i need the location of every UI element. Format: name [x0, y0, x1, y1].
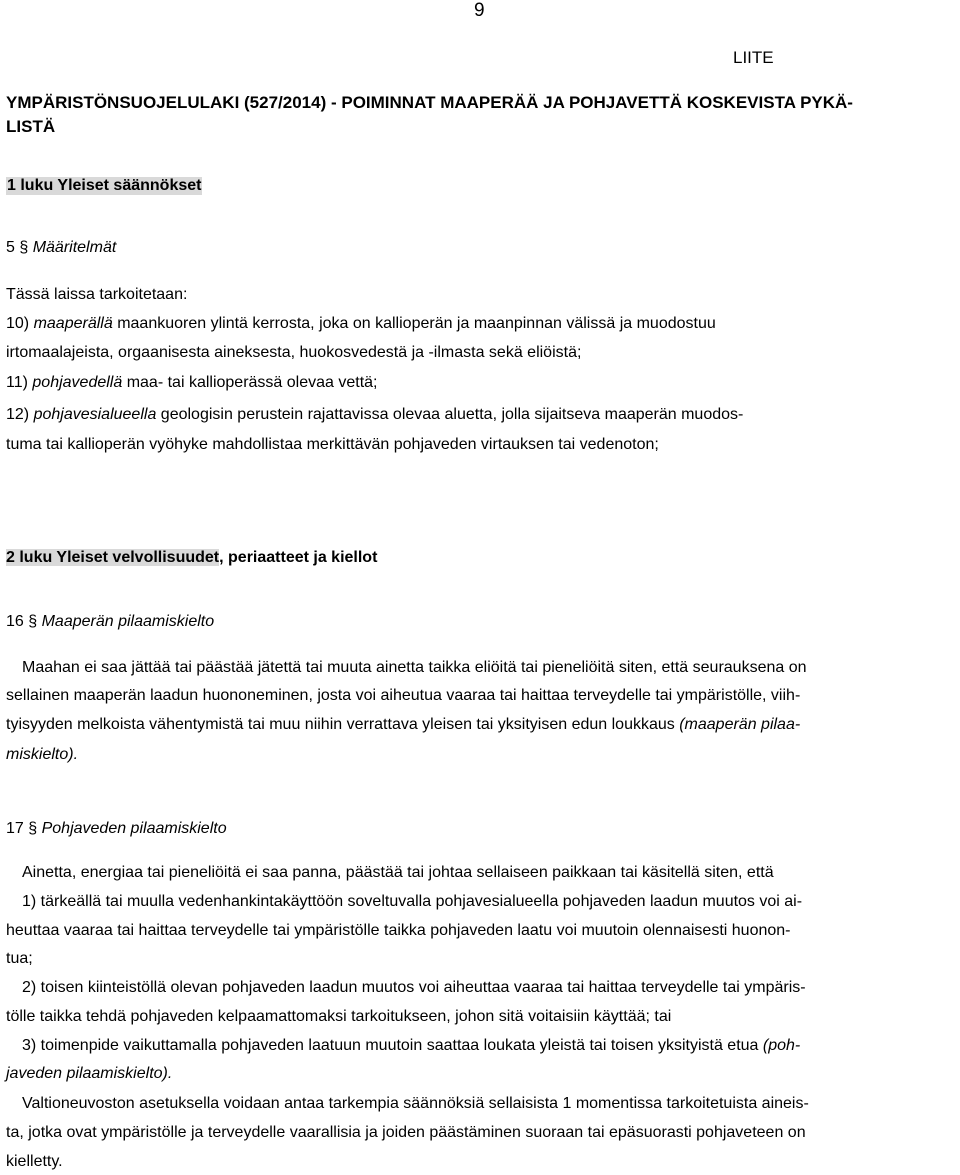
definition-term: pohjavesialueella	[33, 406, 157, 423]
section-title: Pohjaveden pilaamiskielto	[41, 820, 227, 837]
section-number: 16 §	[6, 613, 38, 630]
section-title: Maaperän pilaamiskielto	[41, 613, 215, 630]
section-17-final-line-2: ta, jotka ovat ympäristölle ja terveydelle vaarallisia ja joiden päästäminen suoraan tai epäsuorasti pohjaveteen on	[6, 1124, 806, 1141]
section-16-line-4	[6, 745, 78, 764]
chapter-2-highlight: 2 luku Yleiset velvollisuudet	[6, 549, 220, 566]
section-number: 5 §	[6, 239, 29, 256]
definition-term: pohjavedellä	[32, 374, 123, 391]
intro-text: Tässä laissa tarkoitetaan:	[6, 286, 188, 303]
definition-text: maankuoren ylintä kerrosta, joka on kallioperän ja maanpinnan välissä ja muodostuu	[117, 315, 716, 332]
section-16-line-1: Maahan ei saa jättää tai päästää jätettä tai muuta ainetta taikka eliöitä tai pieneliöitä siten, että seurauksena on	[22, 659, 807, 676]
definition-11	[6, 373, 378, 392]
italic-text: (poh-	[762, 1037, 801, 1054]
definition-number: 12)	[6, 406, 30, 423]
body-text: 3) toimenpide vaikuttamalla pohjaveden laatuun muutoin saattaa loukata yleistä tai toisen yksityistä etua	[22, 1037, 759, 1054]
section-17-intro: Ainetta, energiaa tai pieneliöitä ei saa panna, päästää tai johtaa sellaiseen paikkaan tai käsitellä siten, että	[22, 864, 774, 881]
chapter-2-rest: , periaatteet ja kiellot	[219, 549, 378, 566]
section-17-final-line-1: Valtioneuvoston asetuksella voidaan antaa tarkempia säännöksiä sellaisista 1 momentissa tarkoitetuista aineis-	[22, 1095, 809, 1112]
definition-12-line-1	[6, 405, 743, 424]
definition-number: 10)	[6, 315, 30, 332]
definition-term: maaperällä	[33, 315, 113, 332]
appendix-label: LIITE	[733, 48, 774, 67]
section-17-p3-line-1	[22, 1036, 800, 1055]
document-title-line-1: YMPÄRISTÖNSUOJELULAKI (527/2014) - POIMINNAT MAAPERÄÄ JA POHJAVETTÄ KOSKEVISTA PYKÄ-	[6, 93, 853, 112]
chapter-1-heading: 1 luku Yleiset säännökset	[7, 177, 202, 194]
page-number: 9	[474, 0, 485, 21]
definition-10-line-2: irtomaalajeista, orgaanisesta aineksesta, huokosvedestä ja -ilmasta sekä eliöistä;	[6, 344, 582, 361]
document-title-line-2: LISTÄ	[6, 117, 56, 136]
definition-10-line-1	[6, 314, 716, 333]
section-17-p3-line-2	[6, 1064, 172, 1083]
section-16-heading	[6, 613, 214, 631]
section-17-heading	[6, 820, 227, 838]
section-title: Määritelmät	[32, 239, 117, 256]
section-17-p1-line-3: tua;	[6, 950, 33, 967]
section-17-p1-line-2: heuttaa vaaraa tai haittaa terveydelle tai ympäristölle taikka pohjaveden laatu voi muutoin olennaisesti huonon-	[6, 922, 791, 939]
section-17-p2-line-1: 2) toisen kiinteistöllä olevan pohjaveden laadun muutos voi aiheuttaa vaaraa tai haittaa terveydelle tai ympäris-	[22, 979, 806, 996]
definition-12-line-2: tuma tai kallioperän vyöhyke mahdollistaa merkittävän pohjaveden virtauksen tai vedenoton;	[6, 436, 659, 453]
section-17-final-line-3: kielletty.	[6, 1153, 63, 1170]
italic-text: (maaperän pilaa-	[679, 716, 801, 733]
section-17-p1-line-1: 1) tärkeällä tai muulla vedenhankintakäyttöön soveltuvalla pohjavesialueella pohjaveden laadun muutos voi ai-	[22, 893, 803, 910]
italic-text: javeden pilaamiskielto).	[6, 1065, 173, 1082]
section-16-line-3	[6, 715, 800, 734]
section-number: 17 §	[6, 820, 38, 837]
section-17-p2-line-2: tölle taikka tehdä pohjaveden kelpaamattomaksi tarkoitukseen, johon sitä voitaisiin käyttää; tai	[6, 1008, 672, 1025]
definition-text: geologisin perustein rajattavissa olevaa aluetta, jolla sijaitseva maaperän muodos-	[160, 406, 744, 423]
section-16-line-2: sellainen maaperän laadun huononeminen, josta voi aiheutua vaaraa tai haittaa terveydelle tai ympäristölle, viih-	[6, 687, 801, 704]
italic-text: miskielto).	[6, 746, 79, 763]
section-5-heading	[6, 239, 116, 257]
body-text: tyisyyden melkoista vähentymistä tai muu niihin verrattava yleisen tai yksityisen edun loukkaus	[6, 716, 675, 733]
chapter-2-heading	[6, 549, 377, 567]
definition-text: maa- tai kallioperässä olevaa vettä;	[126, 374, 378, 391]
definition-number: 11)	[6, 374, 28, 391]
